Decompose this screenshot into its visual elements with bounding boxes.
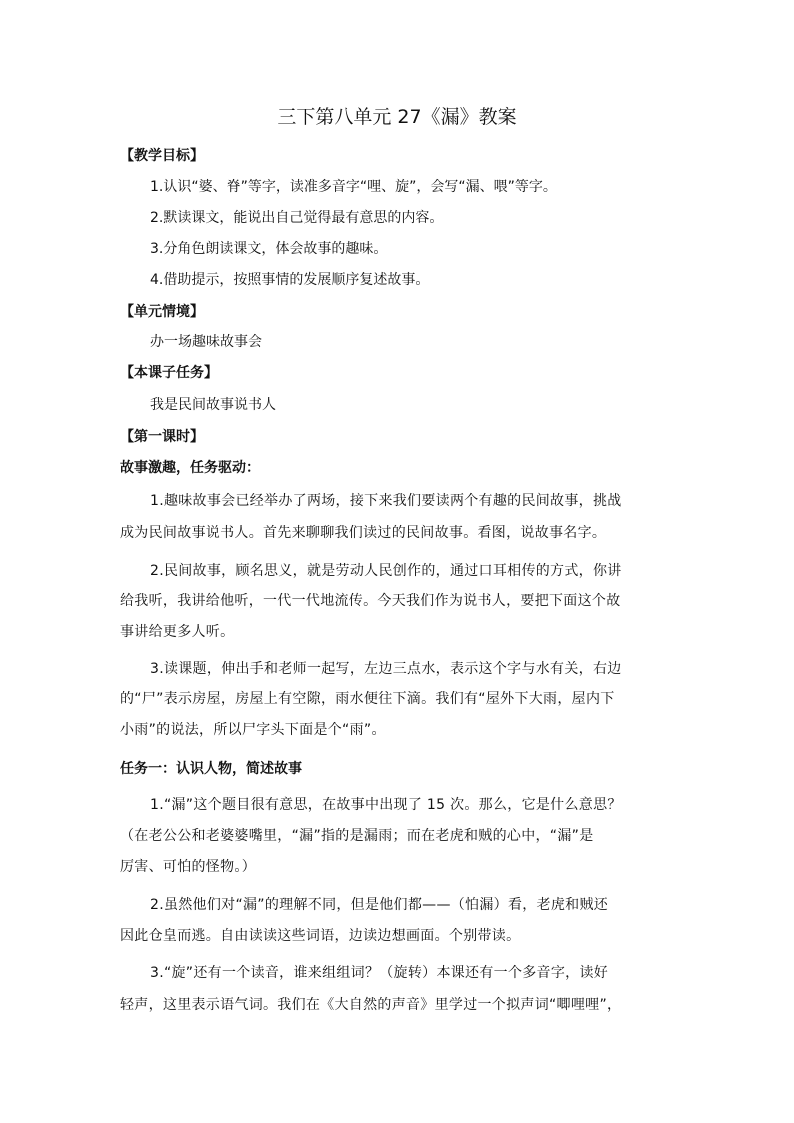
paragraph-line: 轻声，这里表示语气词。我们在《大自然的声音》里学过一个拟声词“唧哩哩”， [120,997,622,1013]
paragraph-line: 给我听，我讲给他听，一代一代地流传。今天我们作为说书人，要把下面这个故 [120,593,621,609]
lesson1-subheading: 故事激趣，任务驱动： [120,460,260,476]
goal-item-4: 4.借助提示，按照事情的发展顺序复述故事。 [150,272,430,288]
task-heading: 【本课子任务】 [120,365,218,381]
paragraph-line: 小雨”的说法，所以尸字头下面是个“雨”。 [120,722,386,738]
goal-item-1: 1.认识“婆、脊”等字，读准多音字“哩、旋”，会写“漏、喂”等字。 [150,179,557,195]
paragraph-line: 事讲给更多人听。 [120,624,235,640]
goal-item-2: 2.默读课文，能说出自己觉得最有意思的内容。 [150,210,444,226]
document-title: 三下第八单元 27《漏》教案 [277,106,517,128]
goals-heading: 【教学目标】 [120,148,204,164]
task1-heading: 任务一：认识人物，简述故事 [120,761,302,777]
task-text: 我是民间故事说书人 [150,397,276,413]
paragraph-line: 3.“旋”还有一个读音，谁来组组词？（旋转）本课还有一个多音字，读好 [150,965,609,981]
goal-item-3: 3.分角色朗读课文，体会故事的趣味。 [150,241,388,257]
paragraph-line: （在老公公和老婆婆嘴里，“漏”指的是漏雨；而在老虎和贼的心中，“漏”是 [120,828,594,844]
paragraph-line: 1.趣味故事会已经举办了两场，接下来我们要读两个有趣的民间故事，挑战 [150,493,622,509]
paragraph-line: 3.读课题，伸出手和老师一起写，左边三点水，表示这个字与水有关，右边 [150,661,622,677]
paragraph-line: 厉害、可怕的怪物。） [120,859,256,875]
context-text: 办一场趣味故事会 [150,334,262,350]
context-heading: 【单元情境】 [120,304,204,320]
paragraph-line: 成为民间故事说书人。首先来聊聊我们读过的民间故事。看图，说故事名字。 [120,525,607,541]
paragraph-line: 2.民间故事，顾名思义，就是劳动人民创作的，通过口耳相传的方式，你讲 [150,563,622,579]
paragraph-line: 1.“漏”这个题目很有意思，在故事中出现了 15 次。那么，它是什么意思？ [150,797,622,813]
paragraph-line: 因此仓皇而逃。自由读读这些词语，边读边想画面。个别带读。 [120,928,521,944]
lesson1-heading: 【第一课时】 [120,429,204,445]
paragraph-line: 2.虽然他们对“漏”的理解不同，但是他们都——（怕漏）看，老虎和贼还 [150,897,609,913]
paragraph-line: 的“尸”表示房屋，房屋上有空隙，雨水便往下滴。我们有“屋外下大雨，屋内下 [120,691,615,707]
